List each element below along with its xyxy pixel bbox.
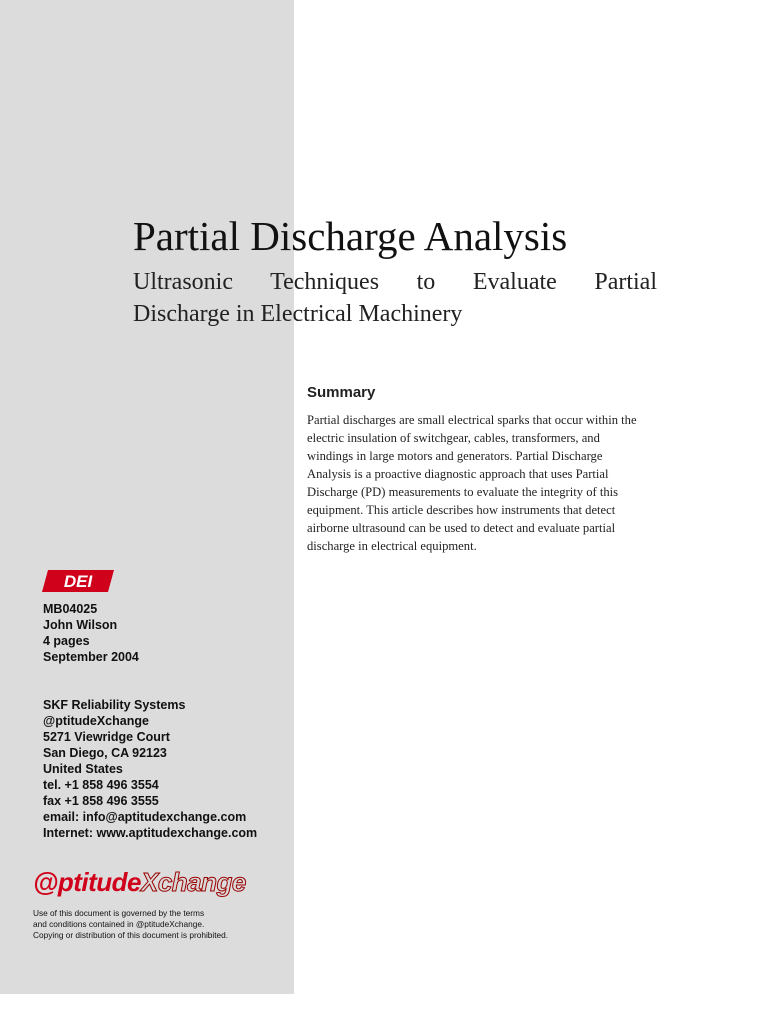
document-title: Partial Discharge Analysis: [133, 213, 568, 259]
contact-tel: tel. +1 858 496 3554: [43, 778, 159, 792]
dei-logo-text: DEI: [63, 572, 93, 591]
contact-street: 5271 Viewridge Court: [43, 730, 170, 744]
aptitudexchange-logo: [33, 867, 246, 897]
summary-line: electric insulation of switchgear, cables, transformers, and: [307, 431, 600, 445]
subtitle-line-2: Discharge in Electrical Machinery: [133, 301, 463, 327]
contact-company: SKF Reliability Systems: [43, 698, 186, 712]
legal-line: Use of this document is governed by the terms: [33, 908, 205, 918]
contact-country: United States: [43, 762, 123, 776]
document-pages: 4 pages: [43, 634, 90, 648]
legal-line: Copying or distribution of this document is prohibited.: [33, 930, 229, 940]
document-info: [43, 601, 139, 665]
summary-line: airborne ultrasound can be used to detect and evaluate partial: [307, 521, 616, 535]
summary-line: Analysis is a proactive diagnostic approach that uses Partial: [307, 467, 609, 481]
contact-division: @ptitudeXchange: [43, 714, 149, 728]
summary-paragraph: [307, 411, 707, 555]
document-author: John Wilson: [43, 618, 118, 632]
document-date: September 2004: [43, 650, 139, 664]
contact-block: [43, 697, 257, 841]
left-sidebar-panel: [0, 0, 294, 994]
summary-line: Partial discharges are small electrical sparks that occur within the: [307, 413, 637, 427]
contact-internet: Internet: www.aptitudexchange.com: [43, 826, 258, 840]
contact-email: email: info@aptitudexchange.com: [43, 810, 247, 824]
document-code: MB04025: [43, 602, 98, 616]
aptitudexchange-logo-part-b: Xchange: [141, 867, 246, 897]
contact-city: San Diego, CA 92123: [43, 746, 167, 760]
legal-notice: [33, 908, 228, 941]
dei-logo: [42, 570, 114, 592]
contact-fax: fax +1 858 496 3555: [43, 794, 159, 808]
summary-heading: Summary: [307, 384, 376, 401]
summary-line: equipment. This article describes how instruments that detect: [307, 503, 616, 517]
summary-line: Discharge (PD) measurements to evaluate the integrity of this: [307, 485, 619, 499]
subtitle-line-1: Ultrasonic Techniques to Evaluate Partial: [133, 269, 657, 295]
document-subtitle: [133, 266, 657, 330]
legal-line: and conditions contained in @ptitudeXchange.: [33, 919, 205, 929]
summary-line: windings in large motors and generators. Partial Discharge: [307, 449, 603, 463]
summary-line: discharge in electrical equipment.: [307, 539, 477, 553]
aptitudexchange-logo-part-a: @ptitude: [33, 867, 141, 897]
